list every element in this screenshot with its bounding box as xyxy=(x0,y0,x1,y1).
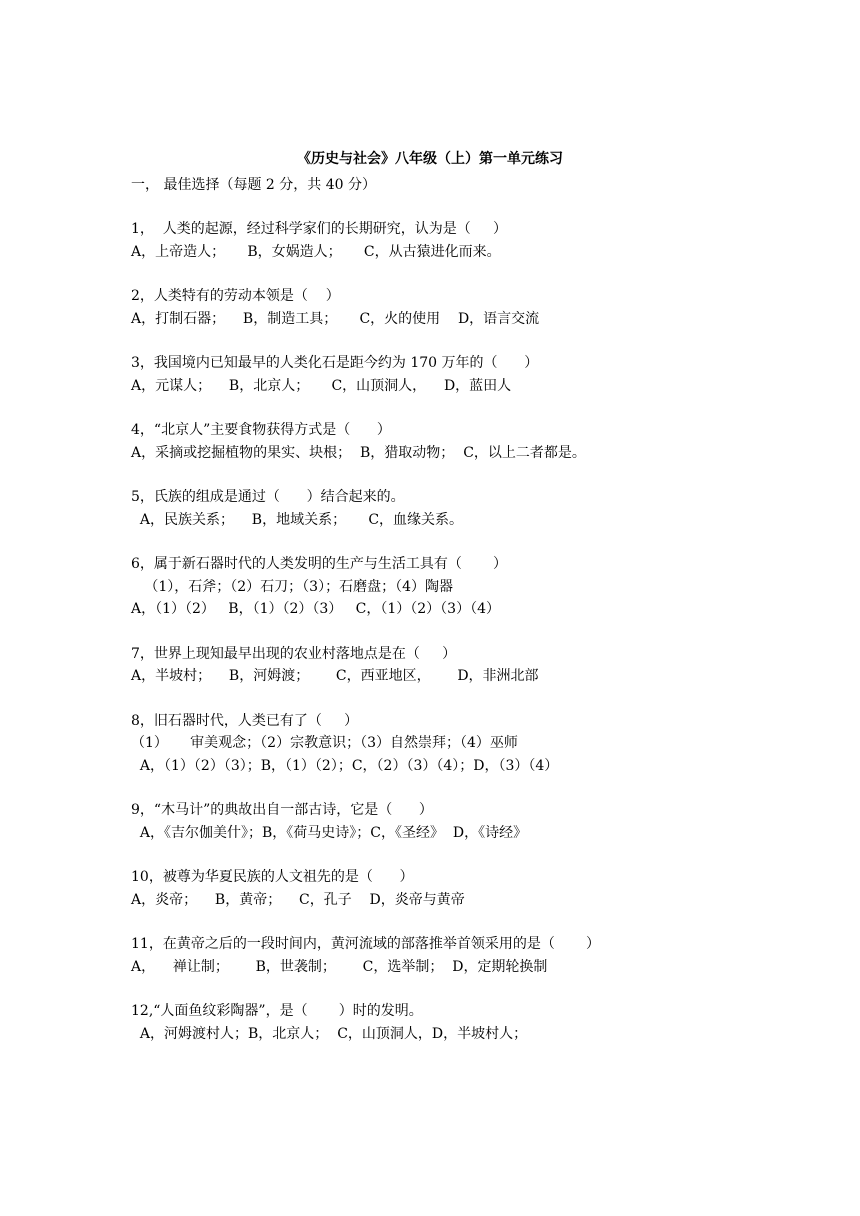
question-options: A，《吉尔伽美什》；B，《荷马史诗》；C，《圣经》 D，《诗经》 xyxy=(131,824,528,841)
question-options: A， 禅让制； B，世袭制； C，选举制； D，定期轮换制 xyxy=(131,958,548,975)
question-item xyxy=(131,218,831,263)
question-text: 12,“人面鱼纹彩陶器”，是（ ）时的发明。 xyxy=(131,1003,423,1019)
question-text: 5，氏族的组成是通过（ ）结合起来的。 xyxy=(131,489,405,505)
question-item xyxy=(131,710,831,778)
question-options: A，（1）（2）（3）；B，（1）（2）；C，（2）（3）（4）；D，（3）（4） xyxy=(131,757,559,774)
question-text: 7，世界上现知最早出现的农业村落地点是在（ ） xyxy=(131,645,457,662)
question-text: 9，“木马计”的典故出自一部古诗，它是（ ） xyxy=(131,802,433,818)
question-options: A，（1）（2） B，（1）（2）（3） C，（1）（2）（3）（4） xyxy=(131,601,500,617)
question-options: A，炎帝； B，黄帝； C，孔子 D，炎帝与黄帝 xyxy=(131,891,465,908)
question-item xyxy=(131,643,831,688)
question-options: （1），石斧；（2）石刀；（3）；石磨盘；（4）陶器 xyxy=(131,578,453,595)
question-text: 6，属于新石器时代的人类发明的生产与生活工具有（ ） xyxy=(131,556,508,572)
question-item xyxy=(131,1000,831,1045)
question-item xyxy=(131,553,831,621)
question-options: （1） 审美观念；（2）宗教意识；（3）自然崇拜；（4）巫师 xyxy=(131,735,518,751)
section-heading: 一， 最佳选择（每题 2 分，共 40 分） xyxy=(131,177,376,193)
question-item xyxy=(131,352,831,397)
question-text: 1， 人类的起源，经过科学家们的长期研究，认为是（ ） xyxy=(131,221,508,237)
question-options: A，元谋人； B，北京人； C，山顶洞人， D，蓝田人 xyxy=(131,377,512,394)
question-item xyxy=(131,486,831,531)
question-options: A，河姆渡村人；B，北京人； C，山顶洞人，D，半坡村人； xyxy=(131,1025,528,1042)
question-text: 3，我国境内已知最早的人类化石是距今约为 170 万年的（ ） xyxy=(131,355,539,371)
question-text: 4，“北京人”主要食物获得方式是（ ） xyxy=(131,422,391,438)
question-text: 10，被尊为华夏民族的人文祖先的是（ ） xyxy=(131,869,414,885)
question-item xyxy=(131,285,831,330)
question-options: A，民族关系； B，地域关系； C，血缘关系。 xyxy=(131,511,464,528)
question-options: A，打制石器； B，制造工具； C，火的使用 D，语言交流 xyxy=(131,310,540,327)
question-text: 2，人类特有的劳动本领是（ ） xyxy=(131,288,340,304)
question-item xyxy=(131,866,831,911)
document-title: 《历史与社会》八年级（上）第一单元练习 xyxy=(297,151,563,167)
question-options: A，上帝造人； B，女娲造人； C，从古猿进化而来。 xyxy=(131,243,501,260)
question-list xyxy=(131,218,831,1067)
question-item xyxy=(131,799,831,844)
question-text: 11，在黄帝之后的一段时间内，黄河流域的部落推举首领采用的是（ ） xyxy=(131,936,600,952)
question-text: 8，旧石器时代，人类已有了（ ） xyxy=(131,712,359,729)
question-options: A，半坡村； B，河姆渡； C，西亚地区， D，非洲北部 xyxy=(131,668,539,684)
question-options: A，采摘或挖掘植物的果实、块根； B，猎取动物； C，以上二者都是。 xyxy=(131,444,586,461)
question-item xyxy=(131,933,831,978)
question-item xyxy=(131,419,831,464)
